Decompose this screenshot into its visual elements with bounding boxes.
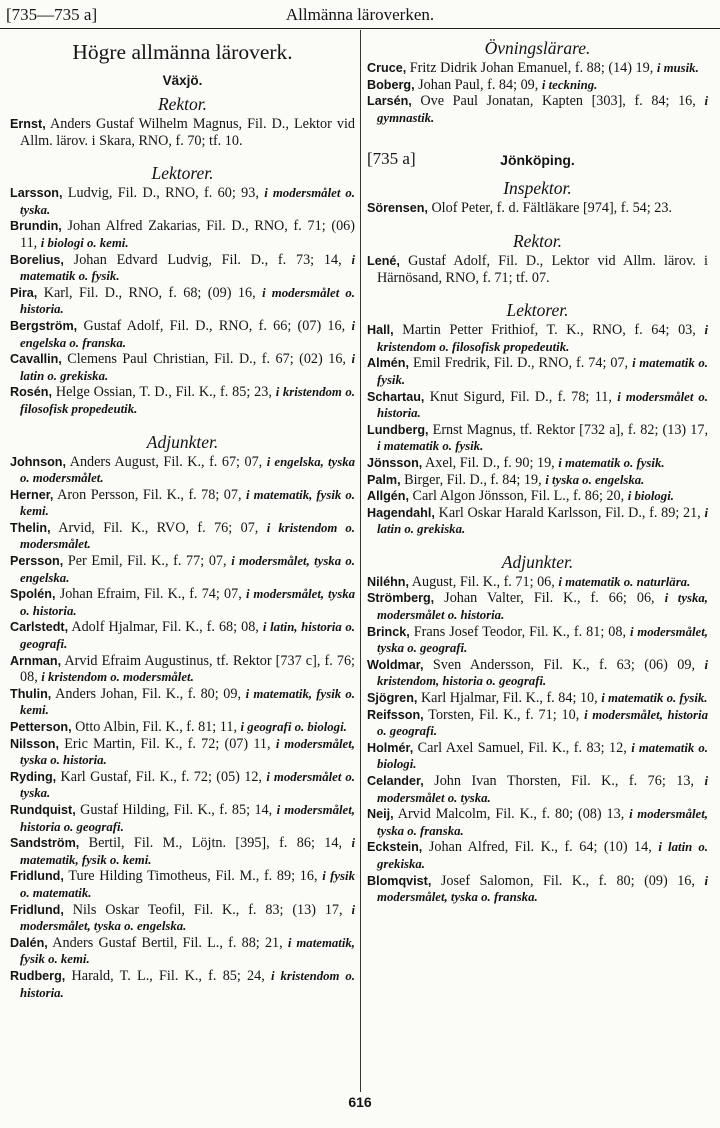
staff-name: Larsson, <box>10 186 63 201</box>
right-top-sections <box>367 38 708 126</box>
staff-subjects: i matematik o. biologi. <box>377 740 708 772</box>
section-heading: Inspektor. <box>503 178 572 199</box>
staff-details: Arvid, Fil. K., RVO, f. 76; 07, <box>50 519 267 536</box>
staff-entry <box>367 389 708 422</box>
staff-subjects: i geografi o. biologi. <box>240 720 347 734</box>
staff-name: Jönsson, <box>367 455 423 470</box>
staff-subjects: i matematik, fysik o. kemi. <box>20 487 356 519</box>
staff-name: Nilsson, <box>10 736 59 751</box>
staff-entry <box>367 77 708 94</box>
staff-details: Torsten, Fil. K., f. 71; 10, <box>423 706 585 723</box>
section-heading: Lektorer. <box>151 163 214 184</box>
staff-subjects: i modersmålet, tyska o. engelska. <box>20 554 355 585</box>
staff-entry <box>10 553 355 586</box>
section-heading: Lektorer. <box>506 300 569 321</box>
city-row-jonkoping <box>367 146 708 172</box>
staff-details: John Ivan Thorsten, Fil. K., f. 76; 13, <box>423 773 705 789</box>
staff-details: Sven Andersson, Fil. K., f. 63; (06) 09, <box>423 656 705 673</box>
staff-subjects: i biologi. <box>627 489 674 504</box>
staff-entry <box>10 686 355 719</box>
staff-entry <box>367 422 708 455</box>
staff-details: Eric Martin, Fil. K., f. 72; (07) 11, <box>59 735 276 752</box>
staff-entry <box>10 902 355 935</box>
staff-details: Helge Ossian, T. D., Fil. K., f. 85; 23, <box>52 384 276 401</box>
staff-name: Cavallin, <box>10 352 62 367</box>
staff-details: Ove Paul Jonatan, Kapten [303], f. 84; 16, <box>411 93 705 110</box>
staff-subjects: i modersmålet o. historia. <box>377 389 709 421</box>
staff-subjects: i matematik, fysik o. kemi. <box>20 686 355 718</box>
staff-entry <box>367 740 708 773</box>
staff-details: Arvid Malcolm, Fil. K., f. 80; (08) 13, <box>393 806 630 823</box>
staff-entry <box>10 736 355 769</box>
staff-entry <box>367 355 708 388</box>
staff-details: Josef Salomon, Fil. K., f. 80; (09) 16, <box>431 872 705 889</box>
city-heading-vaxjo: Växjö. <box>162 73 203 88</box>
staff-subjects: i matematik o. fysik. <box>558 455 665 470</box>
staff-subjects: i latin o. grekiska. <box>377 840 709 871</box>
staff-name: Reifsson, <box>367 707 424 722</box>
staff-details: Gustaf Hilding, Fil. K., f. 85; 14, <box>75 801 277 818</box>
column-divider <box>360 30 361 1092</box>
staff-name: Celander, <box>367 774 424 788</box>
staff-name: Almén, <box>367 356 409 371</box>
staff-entry <box>10 868 355 901</box>
staff-entry <box>367 574 708 591</box>
page-number: 616 <box>348 1094 372 1110</box>
staff-entry <box>10 116 355 149</box>
staff-name: Johnson, <box>10 454 66 469</box>
staff-subjects: i kristendom o. filosofisk propedeutik. <box>377 323 708 354</box>
staff-entry <box>10 218 355 251</box>
header-page-reference: [735—735 a] <box>6 5 98 24</box>
staff-name: Woldmar, <box>367 657 424 672</box>
staff-entry <box>367 93 708 126</box>
staff-entry <box>10 968 355 1001</box>
staff-subjects: i modersmålet, historia o. geografi. <box>20 802 355 834</box>
staff-name: Brundin, <box>10 219 62 234</box>
staff-name: Larsén, <box>367 94 412 109</box>
staff-details: Ture Hilding Timotheus, Fil. M., f. 89; 16, <box>63 868 323 885</box>
staff-subjects: i gymnastik. <box>377 94 708 125</box>
staff-name: Sandström, <box>10 836 80 851</box>
staff-details: Johan Paul, f. 84; 09, <box>414 76 542 93</box>
staff-details: Anders Johan, Fil. K., f. 80; 09, <box>51 685 246 702</box>
staff-entry <box>10 769 355 802</box>
staff-name: Herner, <box>10 487 54 502</box>
staff-entry <box>367 60 708 77</box>
staff-entry <box>10 619 355 652</box>
section-heading: Rektor. <box>512 230 563 251</box>
staff-details: Frans Josef Teodor, Fil. K., f. 81; 08, <box>409 623 631 640</box>
staff-subjects: i matematik, fysik o. kemi. <box>20 836 355 867</box>
staff-details: Olof Peter, f. d. Fältläkare [974], f. 54; 23. <box>427 200 672 217</box>
staff-entry <box>367 455 708 472</box>
staff-entry <box>367 590 708 623</box>
staff-subjects: i fysik o. matematik. <box>20 869 355 900</box>
staff-subjects: i tyska o. engelska. <box>545 472 645 487</box>
staff-name: Bergström, <box>10 318 78 333</box>
staff-details: Arvid Efraim Augustinus, tf. Rektor [737 c], f. 76; 08, <box>20 652 355 686</box>
staff-subjects: i modersmålet, tyska o. franska. <box>377 873 708 905</box>
staff-details: Johan Edvard Ludvig, Fil. D., f. 73; 14, <box>63 251 352 268</box>
staff-entry <box>367 488 708 505</box>
city-reference: [735 a] <box>367 149 416 169</box>
staff-name: Thelin, <box>10 520 51 535</box>
city-heading-jonkoping: Jönköping. <box>500 152 575 169</box>
staff-subjects: i modersmålet o. tyska. <box>377 774 708 805</box>
staff-subjects: i matematik o. fysik. <box>377 439 484 454</box>
staff-subjects: i modersmålet o. tyska. <box>20 186 355 217</box>
staff-subjects: i latin o. grekiska. <box>20 352 355 383</box>
staff-entry <box>367 690 708 707</box>
staff-details: Karl Oskar Harald Karlsson, Fil. D., f. 89; 21, <box>434 504 705 521</box>
staff-entry <box>10 185 355 218</box>
staff-details: Johan Alfred, Fil. K., f. 64; (10) 14, <box>422 839 659 856</box>
staff-name: Schartau, <box>367 389 425 404</box>
staff-entry <box>10 653 355 686</box>
staff-subjects: i kristendom o. filosofisk propedeutik. <box>20 385 355 416</box>
staff-name: Spolén, <box>10 587 56 602</box>
staff-details: Nils Oskar Teofil, Fil. K., f. 83; (13) 17, <box>63 901 352 918</box>
staff-details: Bertil, Fil. M., Löjtn. [395], f. 86; 14, <box>79 835 352 852</box>
staff-details: Emil Fredrik, Fil. D., RNO, f. 74; 07, <box>409 355 633 372</box>
staff-details: Ludvig, Fil. D., RNO, f. 60; 93, <box>62 185 265 202</box>
staff-entry <box>367 200 708 217</box>
staff-details: Karl Gustaf, Fil. K., f. 72; (05) 12, <box>56 768 267 785</box>
staff-entry <box>10 252 355 285</box>
staff-name: Ryding, <box>10 769 57 784</box>
staff-details: Gustaf Adolf, Fil. D., Lektor vid Allm. lärov. i Härnösand, RNO, f. 71; tf. 07. <box>377 252 708 286</box>
staff-details: Birger, Fil. D., f. 84; 19, <box>400 471 546 488</box>
staff-entry <box>10 835 355 868</box>
staff-name: Holmér, <box>367 740 414 755</box>
staff-name: Arnman, <box>10 653 62 668</box>
staff-name: Thulin, <box>10 686 52 701</box>
section-heading: Adjunkter. <box>501 551 574 572</box>
staff-subjects: i engelska o. franska. <box>20 318 355 350</box>
staff-name: Rundquist, <box>10 802 76 817</box>
staff-name: Pira, <box>10 285 38 300</box>
staff-subjects: i matematik o. naturlära. <box>558 574 691 589</box>
section-heading: Adjunkter. <box>146 431 219 452</box>
staff-entry <box>10 719 355 736</box>
staff-subjects: i musik. <box>656 61 699 75</box>
staff-entry <box>367 873 708 906</box>
left-sections <box>10 94 355 1001</box>
staff-entry <box>10 384 355 417</box>
staff-entry <box>10 285 355 318</box>
staff-entry <box>10 586 355 619</box>
staff-subjects: i tyska, modersmålet o. historia. <box>377 591 709 623</box>
staff-subjects: i modersmålet, historia o. geografi. <box>377 707 708 739</box>
staff-details: Johan Alfred Zakarias, Fil. D., RNO, f. 71; (06) 11, <box>20 218 355 251</box>
staff-name: Neij, <box>367 807 394 822</box>
staff-details: Otto Albin, Fil. K., f. 81; 11, <box>71 719 241 735</box>
right-bottom-sections <box>367 178 708 905</box>
section-heading: Övningslärare. <box>484 38 591 58</box>
staff-details: Anders August, Fil. K., f. 67; 07, <box>65 453 267 470</box>
staff-subjects: i kristendom o. modersmålet. <box>20 520 355 552</box>
staff-name: Cruce, <box>367 61 407 75</box>
staff-name: Hall, <box>367 323 394 338</box>
staff-details: Karl, Fil. D., RNO, f. 68; (09) 16, <box>37 284 263 301</box>
staff-entry <box>10 935 355 968</box>
right-column <box>367 32 708 906</box>
staff-entry <box>367 253 708 286</box>
staff-subjects: i latin o. grekiska. <box>377 505 708 537</box>
staff-entry <box>367 657 708 690</box>
main-title: Högre allmänna läroverk. <box>72 40 293 64</box>
staff-details: Clemens Paul Christian, Fil. D., f. 67; (02) 16, <box>61 351 352 368</box>
staff-details: Gustaf Adolf, Fil. D., RNO, f. 66; (07) 16, <box>77 317 352 334</box>
staff-entry <box>10 802 355 835</box>
staff-name: Carlstedt, <box>10 620 69 635</box>
staff-details: Anders Gustaf Bertil, Fil. L., f. 88; 21, <box>47 934 288 951</box>
staff-subjects: i biologi o. kemi. <box>40 235 129 250</box>
staff-subjects: i modersmålet, tyska o. geografi. <box>377 624 708 656</box>
staff-subjects: i modersmålet, tyska o. historia. <box>20 587 355 618</box>
staff-details: Anders Gustaf Wilhelm Magnus, Fil. D., Lektor vid Allm. lärov. i Skara, RNO, f. 70; tf. 10. <box>20 116 355 149</box>
staff-subjects: i kristendom o. historia. <box>20 968 355 1000</box>
staff-name: Palm, <box>367 472 401 487</box>
staff-entry <box>10 454 355 487</box>
staff-name: Sörensen, <box>367 201 428 216</box>
staff-entry <box>367 773 708 806</box>
staff-subjects: i teckning. <box>541 77 598 92</box>
staff-name: Rudberg, <box>10 968 66 983</box>
staff-details: August, Fil. K., f. 71; 06, <box>408 573 559 590</box>
staff-entry <box>10 520 355 553</box>
staff-name: Hagendahl, <box>367 505 435 520</box>
staff-details: Carl Algon Jönsson, Fil. L., f. 86; 20, <box>408 488 628 505</box>
running-title: Allmänna läroverken. <box>285 5 435 24</box>
staff-subjects: i kristendom o. modersmålet. <box>41 670 194 685</box>
staff-subjects: i modersmålet, tyska o. engelska. <box>20 902 355 934</box>
staff-name: Strömberg, <box>367 591 435 606</box>
staff-subjects: i matematik o. fysik. <box>20 252 355 284</box>
staff-name: Allgén, <box>367 489 409 504</box>
staff-entry <box>367 624 708 657</box>
staff-entry <box>367 505 708 538</box>
left-column <box>10 32 355 1001</box>
staff-entry <box>10 487 355 520</box>
staff-details: Carl Axel Samuel, Fil. K., f. 83; 12, <box>413 739 632 756</box>
staff-subjects: i engelska, tyska o. modersmålet. <box>20 454 355 486</box>
staff-details: Aron Persson, Fil. K., f. 78; 07, <box>53 486 246 503</box>
staff-details: Johan Efraim, Fil. K., f. 74; 07, <box>55 586 246 603</box>
staff-name: Borelius, <box>10 252 64 267</box>
staff-name: Ernst, <box>10 117 46 131</box>
staff-details: Johan Valter, Fil. K., f. 66; 06, <box>434 590 665 607</box>
staff-name: Lené, <box>367 253 400 268</box>
staff-subjects: i modersmålet o. historia. <box>20 285 355 317</box>
staff-name: Rosén, <box>10 385 52 400</box>
staff-name: Lundberg, <box>367 422 429 437</box>
staff-entry <box>10 318 355 351</box>
staff-subjects: i matematik o. fysik. <box>601 691 708 706</box>
staff-details: Knut Sigurd, Fil. D., f. 78; 11, <box>424 388 618 405</box>
staff-details: Axel, Fil. D., f. 90; 19, <box>422 454 559 471</box>
staff-name: Niléhn, <box>367 574 409 589</box>
staff-name: Persson, <box>10 554 64 569</box>
page-header <box>0 0 720 29</box>
staff-subjects: i modersmålet, tyska o. franska. <box>377 807 708 838</box>
staff-name: Blomqvist, <box>367 873 432 888</box>
staff-subjects: i modersmålet, tyska o. historia. <box>20 736 355 768</box>
staff-entry <box>367 806 708 839</box>
staff-subjects: i modersmålet o. tyska. <box>20 769 355 801</box>
staff-name: Boberg, <box>367 77 415 92</box>
staff-entry <box>367 472 708 489</box>
staff-name: Petterson, <box>10 720 72 734</box>
staff-name: Brinck, <box>367 624 410 639</box>
staff-details: Harald, T. L., Fil. K., f. 85; 24, <box>65 967 272 984</box>
staff-name: Eckstein, <box>367 840 423 855</box>
staff-details: Ernst Magnus, tf. Rektor [732 a], f. 82; (13) 17, <box>428 421 708 438</box>
staff-subjects: i matematik, fysik o. kemi. <box>20 935 356 967</box>
staff-subjects: i kristendom, historia o. geografi. <box>377 657 708 689</box>
staff-name: Fridlund, <box>10 869 64 884</box>
staff-subjects: i matematik o. fysik. <box>377 356 708 387</box>
staff-entry <box>367 707 708 740</box>
staff-entry <box>10 351 355 384</box>
staff-entry <box>367 322 708 355</box>
staff-details: Per Emil, Fil. K., f. 77; 07, <box>63 553 232 570</box>
staff-details: Martin Petter Frithiof, T. K., RNO, f. 64; 03, <box>393 322 705 339</box>
staff-details: Adolf Hjalmar, Fil. K., f. 68; 08, <box>68 619 263 636</box>
staff-name: Fridlund, <box>10 902 64 917</box>
staff-details: Karl Hjalmar, Fil. K., f. 84; 10, <box>417 690 602 707</box>
staff-name: Dalén, <box>10 935 48 950</box>
staff-details: Fritz Didrik Johan Emanuel, f. 88; (14) 19, <box>406 60 657 76</box>
staff-subjects: i latin, historia o. geografi. <box>20 620 356 652</box>
staff-name: Sjögren, <box>367 691 418 706</box>
staff-entry <box>367 839 708 872</box>
section-heading: Rektor. <box>157 94 208 114</box>
